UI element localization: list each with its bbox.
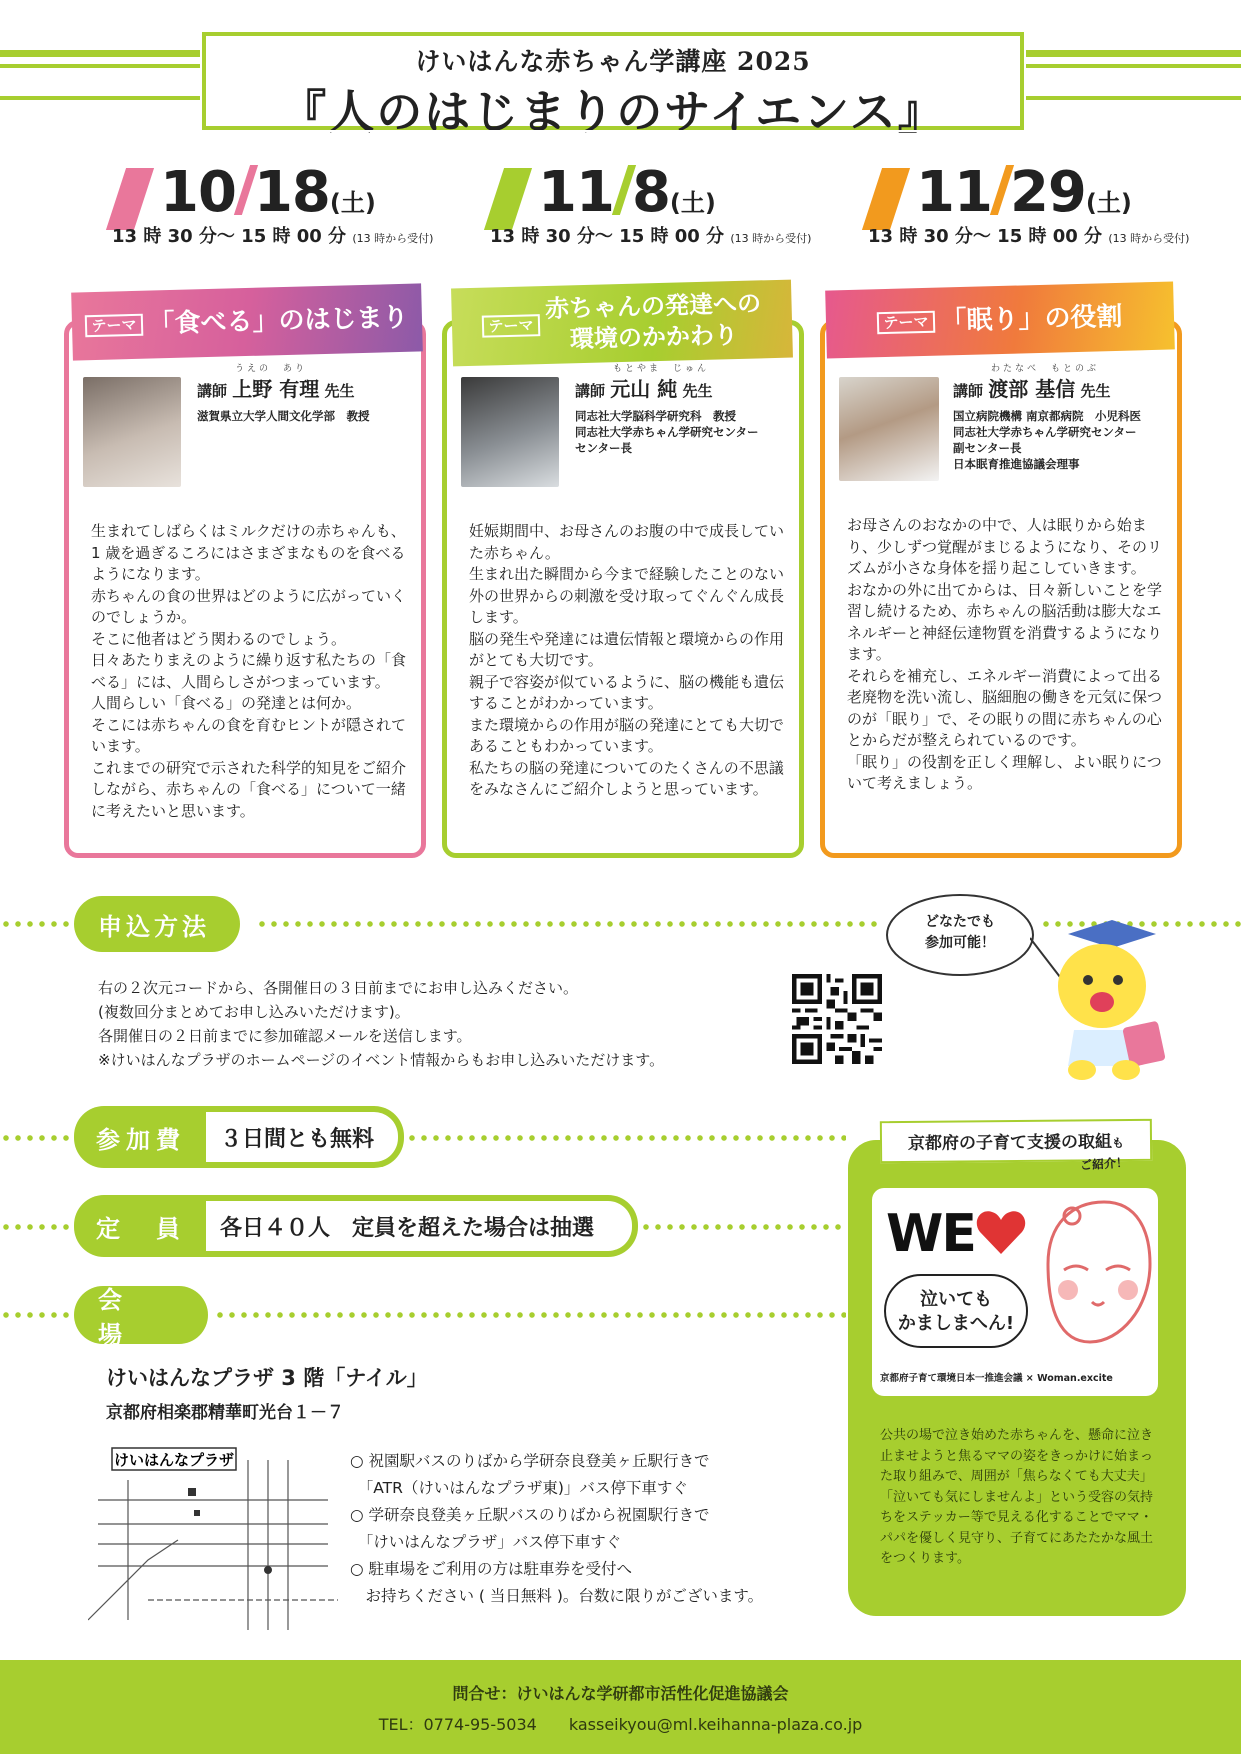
speaker-photo bbox=[839, 377, 939, 481]
date-month: 11 bbox=[916, 160, 992, 225]
speaker-affiliation: 同志社大学脳科学研究科 教授 同志社大学赤ちゃん学研究センター センター長 bbox=[575, 409, 759, 455]
speaker-card-2 bbox=[442, 320, 804, 858]
mascot-illustration bbox=[1030, 920, 1190, 1100]
dotted-divider bbox=[214, 1310, 846, 1320]
theme-ribbon-2 bbox=[451, 280, 793, 367]
theme-tag: テーマ bbox=[85, 314, 143, 337]
name-ruby: もとやま じゅん bbox=[613, 364, 710, 374]
theme-tag: テーマ bbox=[482, 314, 540, 337]
session-time: 13 時 30 分～ 15 時 00 分 bbox=[490, 226, 725, 247]
session-time: 13 時 30 分～ 15 時 00 分 bbox=[868, 226, 1103, 247]
lecturer-label: 講師 bbox=[197, 382, 228, 400]
apply-text: 右の２次元コードから、各開催日の３日前までにお申し込みください。 (複数回分まとめてお申し込みいただけます)。 各開催日の２日前までに参加確認メールを送信します。 ※けいはんなプラザのホームページのイベント情報からもお申し込みいただけます。 bbox=[98, 979, 665, 1069]
access-map bbox=[88, 1440, 338, 1630]
header-stripe-left bbox=[0, 96, 205, 100]
speaker-affiliation: 国立病院機構 南京都病院 小児科医 同志社大学赤ちゃん学研究センター 副センター長 日本眠育推進協議会理事 bbox=[953, 409, 1142, 471]
header-stripe-left bbox=[0, 50, 205, 57]
date-1 bbox=[106, 160, 466, 250]
theme-tag: テーマ bbox=[877, 311, 935, 334]
theme-title: 「食べる」のはじまり bbox=[148, 302, 409, 340]
honorific: 先生 bbox=[324, 382, 355, 400]
theme-title: 「眠り」の役割 bbox=[940, 301, 1123, 337]
dotted-divider bbox=[0, 1133, 80, 1143]
page-title: 『人のはじまりのサイエンス』 bbox=[280, 85, 946, 139]
session-description: 生まれてしばらくはミルクだけの赤ちゃんも、1 歳を過ぎるころにはさまざまなものを食べるようになります。 赤ちゃんの食の世界はどのように広がっていくのでしょうか。 そこに他者はどう関わるのでしょう。 日々あたりまえのように繰り返す私たちの「食べる」には、人間らしさがつまっています。 人間らしい「食べる」の発達とは何か。 そこには赤ちゃんの食を育むヒントが隠されています。 これまでの研究で示された科学的知見をご紹介しながら、赤ちゃんの「食べる」について一緒に考えたいと思います。 bbox=[91, 522, 407, 820]
date-day: 8 bbox=[631, 160, 670, 225]
heart-icon bbox=[976, 1210, 1026, 1256]
contact-email[interactable]: kasseikyou@ml.keihanna-plaza.co.jp bbox=[568, 1715, 863, 1734]
reception-time: (13 時から受付) bbox=[352, 232, 434, 245]
dotted-divider bbox=[0, 919, 80, 929]
venue-address: 京都府相楽郡精華町光台１－７ bbox=[106, 1403, 344, 1423]
capacity-value: 各日４０人 定員を超えた場合は抽選 bbox=[206, 1201, 632, 1251]
theme-title: 赤ちゃんの発達への 環境のかかわり bbox=[544, 289, 762, 354]
dotted-divider bbox=[0, 1310, 80, 1320]
name-ruby: わたなべ もとのぶ bbox=[991, 364, 1100, 374]
speaker-card-1 bbox=[64, 320, 426, 858]
venue-name: けいはんなプラザ 3 階「ナイル」 bbox=[106, 1366, 428, 1390]
kyoto-title-sub: ご紹介！ bbox=[1079, 1155, 1129, 1173]
honorific: 先生 bbox=[1080, 382, 1111, 400]
reception-time: (13 時から受付) bbox=[730, 232, 812, 245]
date-month: 11 bbox=[538, 160, 614, 225]
capacity-label: 定 員 bbox=[96, 1214, 186, 1243]
speaker-name: 渡部 基信 bbox=[988, 377, 1076, 401]
date-day: 29 bbox=[1009, 160, 1086, 225]
theme-ribbon-1 bbox=[71, 283, 423, 360]
date-day: 18 bbox=[253, 160, 330, 225]
footer bbox=[0, 1660, 1241, 1754]
header-stripe-right bbox=[1022, 96, 1241, 100]
weekday: (土) bbox=[669, 189, 716, 217]
date-2 bbox=[484, 160, 844, 250]
kyoto-description: 公共の場で泣き始めた赤ちゃんを、懸命に泣き止ませようと焦るママの姿をきっかけに始まった取り組みで、周囲が「焦らなくても大丈夫」「泣いても気にしませんよ」という受容の気持ちをステッカー等で見える化することでママ・パパを優しく見守り、子育てにあたたかな風土をつくります。 bbox=[880, 1428, 1154, 1566]
map-title: けいはんなプラザ bbox=[113, 1451, 235, 1469]
date-month: 10 bbox=[160, 160, 236, 225]
fee-label: 参加費 bbox=[96, 1125, 186, 1154]
session-description: 妊娠期間中、お母さんのお腹の中で成長していた赤ちゃん。 生まれ出た瞬間から今まで経験したことのない外の世界からの刺激を受け取ってぐんぐん成長します。 脳の発生や発達には遺伝情報と環境からの作用がとても大切です。 親子で容姿が似ているように、脳の機能も遺伝することがわかっています。 また環境からの作用が脳の発達にとても大切であることもわかっています。 私たちの脳の発達についてのたくさんの不思議をみなさんにご紹介しようと思っています。 bbox=[469, 522, 785, 798]
speaker-card-3 bbox=[820, 320, 1182, 858]
dotted-divider bbox=[256, 919, 880, 929]
dotted-divider bbox=[406, 1133, 846, 1143]
access-directions: ○ 祝園駅バスのりばから学研奈良登美ヶ丘駅行きで 「ATR（けいはんなプラザ東)」バス停下車すぐ ○ 学研奈良登美ヶ丘駅バスのりばから祝園駅行きで 「けいはんなプラザ」バス停下車すぐ ○ 駐車場をご利用の方は駐車券を受付へ お持ちください ( 当日無料 )。台数に限りがございます。 bbox=[350, 1452, 764, 1605]
speaker-photo bbox=[461, 377, 559, 487]
contact-tel[interactable]: TEL：0774-95-5034 bbox=[378, 1715, 537, 1734]
lecturer-label: 講師 bbox=[575, 382, 606, 400]
dotted-divider bbox=[640, 1222, 846, 1232]
weekday: (土) bbox=[1085, 189, 1132, 217]
baby-face-illustration bbox=[1028, 1194, 1154, 1354]
reception-time: (13 時から受付) bbox=[1108, 232, 1190, 245]
apply-label: 申込方法 bbox=[74, 896, 240, 952]
speaker-photo bbox=[83, 377, 181, 487]
sticker-credit: 京都府子育て環境日本一推進会議 × Woman.excite bbox=[880, 1373, 1113, 1384]
capacity-row bbox=[74, 1195, 638, 1257]
name-ruby: うえの あり bbox=[235, 364, 308, 374]
sticker-phrase: 泣いても かましまへん! bbox=[884, 1274, 1028, 1348]
fee-row bbox=[74, 1106, 404, 1168]
title-box bbox=[202, 32, 1024, 139]
session-description: お母さんのおなかの中で、人は眠りから始まり、少しずつ覚醒がまじるようになり、そのリズムが小さな身体を揺り起こしていきます。 おなかの外に出てからは、日々新しいことを学習し続けるため、赤ちゃんの脳活動は膨大なエネルギーと神経伝達物質を消費するようになります。 それらを補充し、エネルギー消費によって出る老廃物を洗い流し、脳細胞の働きを元気に保つのが「眠り」で、その眠りの間に赤ちゃんの心とからだが整えられているのです。 「眠り」の役割を正しく理解し、よい眠りについて考えましょう。 bbox=[847, 516, 1163, 792]
session-time: 13 時 30 分～ 15 時 00 分 bbox=[112, 226, 347, 247]
lecturer-label: 講師 bbox=[953, 382, 984, 400]
kyoto-title: 京都府の子育て支援の取組も bbox=[880, 1119, 1152, 1163]
speaker-name: 元山 純 bbox=[610, 377, 678, 401]
qr-code[interactable] bbox=[792, 974, 882, 1064]
header-stripe-right bbox=[1022, 64, 1241, 68]
speaker-name: 上野 有理 bbox=[232, 377, 320, 401]
weekday: (土) bbox=[329, 189, 376, 217]
speaker-affiliation: 滋賀県立大学人間文化学部 教授 bbox=[197, 409, 370, 423]
header-stripe-left bbox=[0, 64, 205, 68]
speech-bubble: どなたでも 参加可能！ bbox=[886, 894, 1034, 976]
honorific: 先生 bbox=[682, 382, 713, 400]
venue-label: 会 場 bbox=[74, 1286, 208, 1344]
fee-value: ３日間とも無料 bbox=[206, 1112, 398, 1162]
dotted-divider bbox=[0, 1222, 80, 1232]
theme-ribbon-3 bbox=[825, 281, 1175, 358]
sticker-we: WE bbox=[886, 1204, 975, 1264]
we-love-sticker bbox=[872, 1188, 1158, 1396]
contact-org: 問合せ：けいはんな学研都市活性化促進協議会 bbox=[452, 1684, 789, 1703]
date-3 bbox=[862, 160, 1222, 250]
header-stripe-right bbox=[1022, 50, 1241, 57]
page-subtitle: けいはんな赤ちゃん学講座 2025 bbox=[415, 47, 811, 76]
